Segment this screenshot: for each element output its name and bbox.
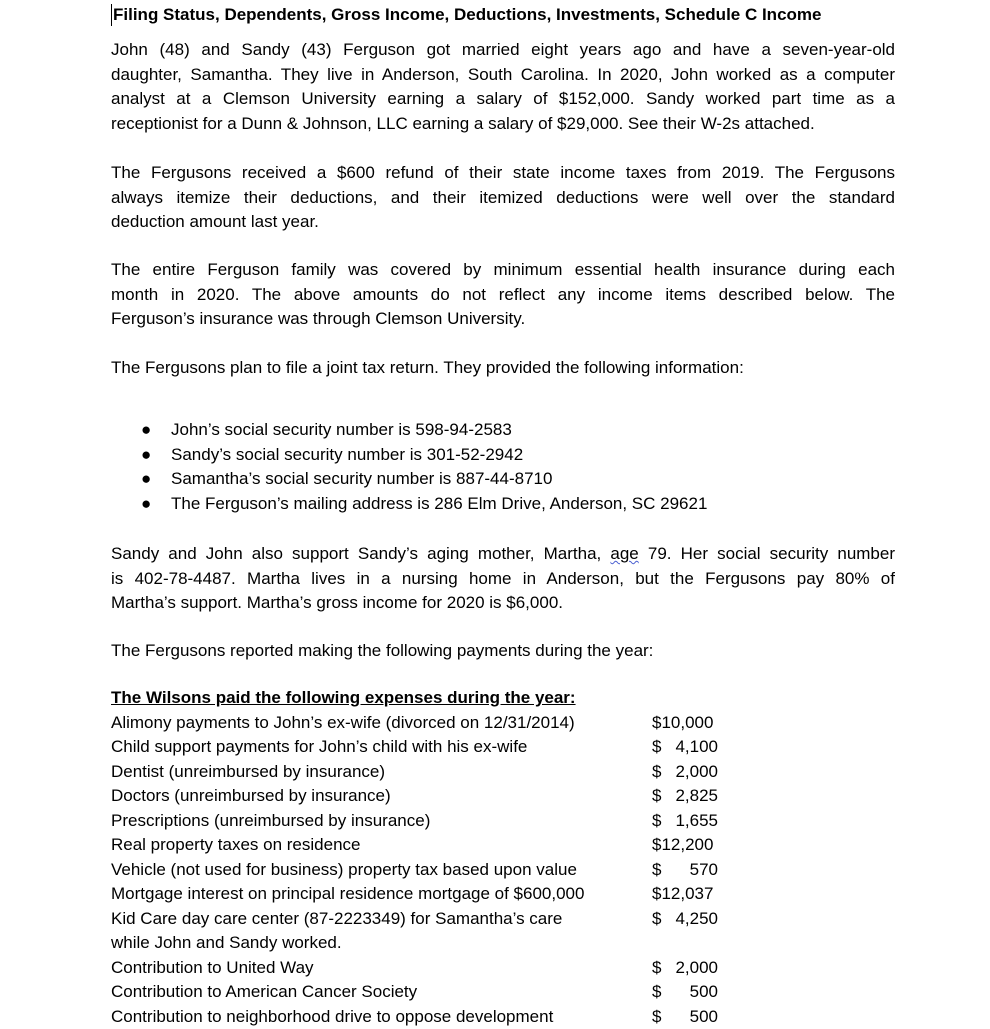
expense-row xyxy=(111,833,895,858)
expense-row xyxy=(111,1005,895,1029)
amount-value: 570 xyxy=(666,858,718,883)
amount-value: 2,825 xyxy=(666,784,718,809)
expense-amount xyxy=(652,760,720,785)
expense-row xyxy=(111,858,895,883)
expense-label: Real property taxes on residence xyxy=(111,833,360,858)
expense-row xyxy=(111,956,895,981)
expense-amount: $12,200 xyxy=(652,833,720,858)
expense-row xyxy=(111,760,895,785)
expenses-list xyxy=(111,686,895,1029)
expense-row xyxy=(111,980,895,1005)
text-line: month in 2020. The above amounts do not reflect any income items described below. The xyxy=(111,283,895,308)
currency-symbol: $ xyxy=(652,907,666,932)
amount-value: 1,655 xyxy=(666,809,718,834)
bullet-icon: ● xyxy=(141,467,151,492)
expense-row xyxy=(111,735,895,760)
bullet-icon: ● xyxy=(141,418,151,443)
expense-amount xyxy=(652,907,720,932)
list-item: ● Sandy’s social security number is 301-52-2942 xyxy=(141,443,707,468)
paragraph-martha-support xyxy=(111,542,895,616)
expense-label: Dentist (unreimbursed by insurance) xyxy=(111,760,385,785)
paragraph-family-intro xyxy=(111,38,895,136)
expense-row xyxy=(111,931,895,956)
expense-amount xyxy=(652,1005,720,1029)
expense-row xyxy=(111,882,895,907)
amount-value: 500 xyxy=(666,1005,718,1029)
expense-label: Mortgage interest on principal residence mortgage of $600,000 xyxy=(111,882,584,907)
text-line: The Fergusons reported making the following payments during the year: xyxy=(111,639,895,664)
expense-amount xyxy=(652,980,720,1005)
text-line: receptionist for a Dunn & Johnson, LLC earning a salary of $29,000. See their W-2s attached. xyxy=(111,112,895,137)
list-item: ● Samantha’s social security number is 887-44-8710 xyxy=(141,467,707,492)
currency-symbol: $ xyxy=(652,809,666,834)
expense-amount xyxy=(652,858,720,883)
text-line: Sandy and John also support Sandy’s aging mother, Martha, age 79. Her social security number xyxy=(111,542,895,567)
expense-label: while John and Sandy worked. xyxy=(111,931,342,956)
expense-label: Contribution to neighborhood drive to oppose development xyxy=(111,1005,553,1029)
amount-value: 2,000 xyxy=(666,956,718,981)
currency-symbol: $ xyxy=(652,760,666,785)
text-line: The Fergusons plan to file a joint tax return. They provided the following information: xyxy=(111,356,895,381)
expense-row xyxy=(111,809,895,834)
spellcheck-word: age xyxy=(610,544,638,563)
amount-value: 500 xyxy=(666,980,718,1005)
info-bullet-list xyxy=(141,418,707,516)
expense-label: Alimony payments to John’s ex-wife (divorced on 12/31/2014) xyxy=(111,711,575,736)
expense-label: Vehicle (not used for business) property tax based upon value xyxy=(111,858,577,883)
currency-symbol: $ xyxy=(652,980,666,1005)
paragraph-health-insurance xyxy=(111,258,895,332)
text-line: always itemize their deductions, and their itemized deductions were well over the standard xyxy=(111,186,895,211)
text-line: Martha’s support. Martha’s gross income for 2020 is $6,000. xyxy=(111,591,895,616)
expense-label: Contribution to United Way xyxy=(111,956,314,981)
text-line: John (48) and Sandy (43) Ferguson got married eight years ago and have a seven-year-old xyxy=(111,38,895,63)
paragraph-payments-intro xyxy=(111,639,895,664)
expense-amount xyxy=(652,735,720,760)
expense-amount: $10,000 xyxy=(652,711,720,736)
paragraph-state-refund xyxy=(111,161,895,235)
bullet-icon: ● xyxy=(141,492,151,517)
currency-symbol: $ xyxy=(652,735,666,760)
expense-label: Prescriptions (unreimbursed by insurance) xyxy=(111,809,430,834)
expense-label: Kid Care day care center (87-2223349) for Samantha’s care xyxy=(111,907,562,932)
expense-label: Doctors (unreimbursed by insurance) xyxy=(111,784,391,809)
expense-row xyxy=(111,711,895,736)
text-line: The Fergusons received a $600 refund of their state income taxes from 2019. The Fergusons xyxy=(111,161,895,186)
expense-amount xyxy=(652,956,720,981)
paragraph-joint-return xyxy=(111,356,895,381)
expenses-rows xyxy=(111,711,895,1029)
text-line: analyst at a Clemson University earning a salary of $152,000. Sandy worked part time as a xyxy=(111,87,895,112)
text-line: The entire Ferguson family was covered by minimum essential health insurance during each xyxy=(111,258,895,283)
expense-amount xyxy=(652,784,720,809)
amount-value: 2,000 xyxy=(666,760,718,785)
list-item: ● John’s social security number is 598-94-2583 xyxy=(141,418,707,443)
text-line: deduction amount last year. xyxy=(111,210,895,235)
currency-symbol: $ xyxy=(652,956,666,981)
expense-amount xyxy=(652,809,720,834)
expense-row xyxy=(111,907,895,932)
currency-symbol: $ xyxy=(652,784,666,809)
text-line: Ferguson’s insurance was through Clemson University. xyxy=(111,307,895,332)
expense-label: Child support payments for John’s child with his ex-wife xyxy=(111,735,527,760)
list-item: ● The Ferguson’s mailing address is 286 Elm Drive, Anderson, SC 29621 xyxy=(141,492,707,517)
expense-amount: $12,037 xyxy=(652,882,720,907)
currency-symbol: $ xyxy=(652,1005,666,1029)
bullet-icon: ● xyxy=(141,443,151,468)
expenses-heading: The Wilsons paid the following expenses during the year: xyxy=(111,686,895,711)
document-title: Filing Status, Dependents, Gross Income, Deductions, Investments, Schedule C Income xyxy=(111,4,821,26)
currency-symbol: $ xyxy=(652,858,666,883)
text-line: is 402-78-4487. Martha lives in a nursing home in Anderson, but the Fergusons pay 80% of xyxy=(111,567,895,592)
expense-label: Contribution to American Cancer Society xyxy=(111,980,417,1005)
text-line: daughter, Samantha. They live in Anderson, South Carolina. In 2020, John worked as a computer xyxy=(111,63,895,88)
amount-value: 4,250 xyxy=(666,907,718,932)
expense-row xyxy=(111,784,895,809)
amount-value: 4,100 xyxy=(666,735,718,760)
